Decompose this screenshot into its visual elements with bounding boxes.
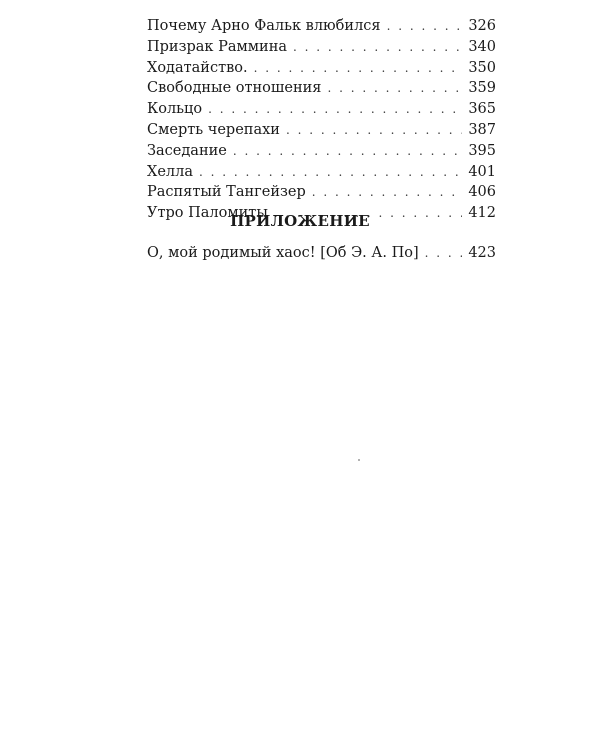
toc-entry bbox=[147, 141, 496, 162]
toc-entry-title: Ходатайство. bbox=[147, 59, 248, 76]
appendix-list bbox=[147, 243, 496, 264]
dot-leader bbox=[327, 78, 462, 99]
toc-entry-title: Хелла bbox=[147, 163, 193, 180]
dot-leader bbox=[425, 243, 462, 264]
toc-entry-title: Заседание bbox=[147, 142, 227, 159]
toc-entry bbox=[147, 37, 496, 58]
toc-entry bbox=[147, 99, 496, 120]
toc-entry bbox=[147, 16, 496, 37]
toc-entry-title: Призрак Раммина bbox=[147, 38, 288, 55]
toc-entry bbox=[147, 78, 496, 99]
toc-entry-page: 350 bbox=[468, 59, 496, 76]
toc-entry bbox=[147, 120, 496, 141]
toc-entry-title: О, мой родимый хаос! [Об Э. А. По] bbox=[147, 245, 419, 261]
toc-entry bbox=[147, 243, 496, 264]
toc-entry-title: Распятый Тангейзер bbox=[147, 184, 306, 201]
toc-entry-page: 326 bbox=[468, 18, 496, 34]
toc-entry-page: 406 bbox=[468, 184, 496, 201]
toc-entry-page: 359 bbox=[468, 80, 496, 97]
appendix-heading: ПРИЛОЖЕНИЕ bbox=[230, 212, 370, 230]
toc-entry-page: 423 bbox=[468, 245, 496, 261]
toc-entry-page: 340 bbox=[468, 38, 496, 55]
paper-speck bbox=[358, 459, 360, 461]
toc-entry bbox=[147, 162, 496, 183]
dot-leader bbox=[312, 182, 462, 203]
toc-entry-page: 387 bbox=[468, 121, 496, 138]
toc-entry-title: Утро Паломиты bbox=[147, 205, 268, 222]
toc-entry-title: Кольцо bbox=[147, 101, 203, 118]
toc-entry-title: Почему Арно Фальк влюбился bbox=[147, 18, 381, 34]
toc-entry-page: 401 bbox=[468, 163, 496, 180]
toc-entry-title: Свободные отношения bbox=[147, 80, 322, 97]
dot-leader bbox=[286, 120, 462, 141]
dot-leader bbox=[254, 58, 462, 79]
toc-entry-page: 412 bbox=[468, 205, 496, 222]
dot-leader bbox=[293, 37, 462, 58]
toc-entry-title: Смерть черепахи bbox=[147, 121, 280, 138]
toc-entry-page: 395 bbox=[468, 142, 496, 159]
toc-entry bbox=[147, 58, 496, 79]
toc-entry-page: 365 bbox=[468, 101, 496, 118]
dot-leader bbox=[208, 99, 462, 120]
dot-leader bbox=[387, 16, 462, 37]
dot-leader bbox=[199, 162, 462, 183]
toc-entry bbox=[147, 182, 496, 203]
dot-leader bbox=[233, 141, 462, 162]
table-of-contents bbox=[147, 16, 496, 224]
